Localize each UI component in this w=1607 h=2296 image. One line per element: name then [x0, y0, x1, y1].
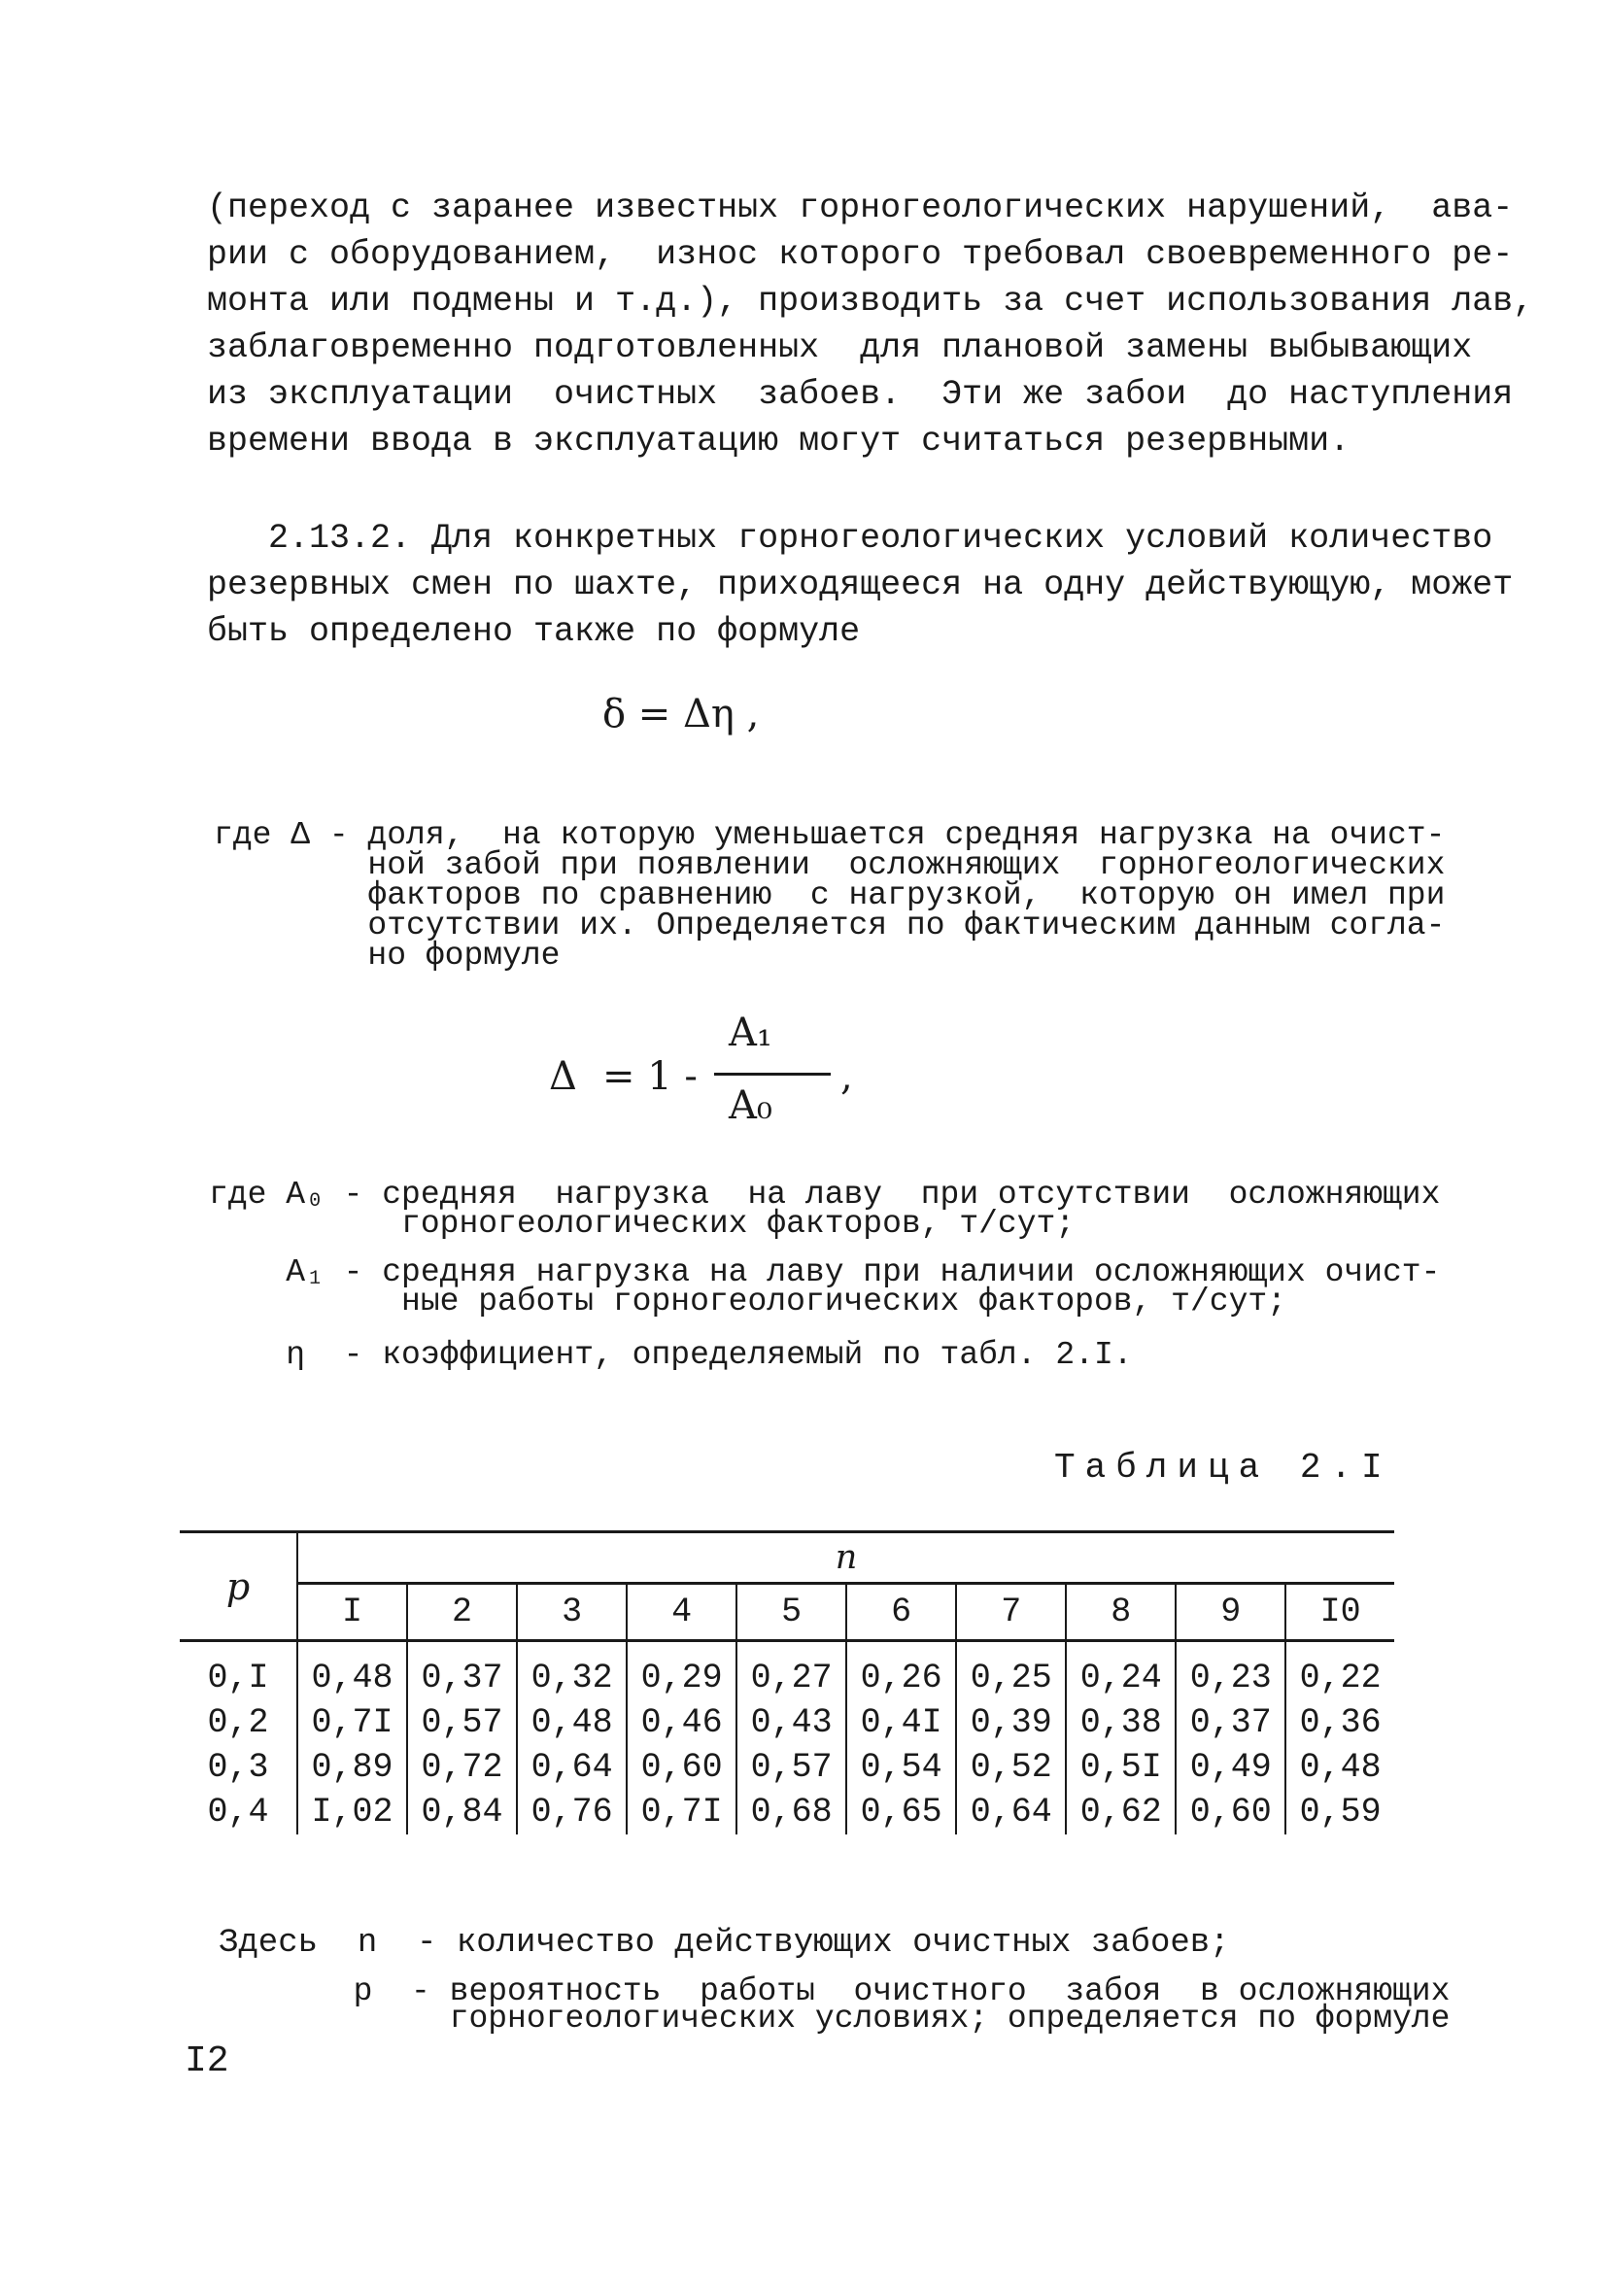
text-line: p - вероятность работы очистного забоя в осложняющих	[219, 1973, 1451, 2009]
text-line: ные работы горногеологических факторов, т/сут;	[209, 1284, 1286, 1319]
table-caption: Таблица 2.I	[1054, 1448, 1392, 1488]
column-header: 3	[517, 1584, 627, 1641]
fraction-bar	[714, 1073, 831, 1076]
text-line: (переход с заранее известных горногеологических нарушений, ава-	[207, 188, 1514, 227]
table-cell: 0,64	[956, 1790, 1066, 1834]
table-cell: 0,4I	[846, 1700, 956, 1745]
column-header: 7	[956, 1584, 1066, 1641]
table-cell: 0,60	[1176, 1790, 1285, 1834]
table-cell: 0,29	[627, 1641, 736, 1701]
page-number: I2	[185, 2040, 229, 2082]
text-line: заблаговременно подготовленных для плановой замены выбывающих	[207, 328, 1473, 367]
table-row	[180, 1745, 1394, 1790]
column-header: 8	[1066, 1584, 1176, 1641]
table-cell: 0,57	[407, 1700, 517, 1745]
table-cell: 0,36	[1285, 1700, 1394, 1745]
table-cell: I,02	[297, 1790, 407, 1834]
text-line: горногеологических условиях; определяется по формуле	[219, 2001, 1451, 2037]
text-line: где Δ - доля, на которую уменьшается средняя нагрузка на очист-	[214, 817, 1446, 853]
row-label: 0,I	[207, 1659, 269, 1697]
table-row	[180, 1790, 1394, 1834]
table-cell: 0,84	[407, 1790, 517, 1834]
text-line: A₁ - средняя нагрузка на лаву при наличии осложняющих очист-	[209, 1254, 1441, 1290]
column-header: 4	[627, 1584, 736, 1641]
text-line: из эксплуатации очистных забоев. Эти же забои до наступления	[207, 375, 1514, 414]
text-line: где A₀ - средняя нагрузка на лаву при отсутствии осложняющих	[209, 1177, 1441, 1213]
paragraph-1	[207, 185, 1534, 464]
text-line: η - коэффициент, определяемый по табл. 2.I.	[209, 1337, 1133, 1373]
table-cell: 0,39	[956, 1700, 1066, 1745]
text-line: времени ввода в эксплуатацию могут считаться резервными.	[207, 422, 1351, 461]
text-line: факторов по сравнению с нагрузкой, которую он имел при	[214, 877, 1446, 913]
table-cell: 0,48	[1285, 1745, 1394, 1790]
p-header: p	[180, 1532, 297, 1641]
table-cell: 0,57	[736, 1745, 846, 1790]
table-cell: 0,43	[736, 1700, 846, 1745]
column-header: 5	[736, 1584, 846, 1641]
table-cell: 0,46	[627, 1700, 736, 1745]
table-row	[180, 1641, 1394, 1701]
table-cell: 0,23	[1176, 1641, 1285, 1701]
table-cell: 0,54	[846, 1745, 956, 1790]
table-cell: 0,27	[736, 1641, 846, 1701]
table-cell: 0,38	[1066, 1700, 1176, 1745]
table-cell: 0,7I	[297, 1700, 407, 1745]
formula-lhs: Δ	[549, 1054, 577, 1099]
column-header: 6	[846, 1584, 956, 1641]
table-cell: 0,62	[1066, 1790, 1176, 1834]
row-label: 0,4	[207, 1793, 269, 1832]
paragraph-2	[207, 515, 1514, 655]
table-cell: 0,32	[517, 1641, 627, 1701]
table-cell: 0,65	[846, 1790, 956, 1834]
text-line: отсутствии их. Определяется по фактическим данным согла-	[214, 908, 1446, 943]
table-cell: 0,5I	[1066, 1745, 1176, 1790]
column-header: I0	[1285, 1584, 1394, 1641]
n-header: n	[297, 1532, 1394, 1584]
table-cell: 0,7I	[627, 1790, 736, 1834]
text-line: резервных смен по шахте, приходящееся на одну действующую, может	[207, 565, 1514, 604]
data-table	[180, 1530, 1394, 1834]
formula-denominator: A₀	[729, 1083, 772, 1128]
table-cell: 0,49	[1176, 1745, 1285, 1790]
table-cell: 0,72	[407, 1745, 517, 1790]
text-line: ной забой при появлении осложняющих горногеологических	[214, 847, 1446, 883]
table-cell: 0,68	[736, 1790, 846, 1834]
formula-delta	[549, 1011, 860, 1137]
column-header: 9	[1176, 1584, 1285, 1641]
text-line: быть определено также по формуле	[207, 612, 861, 651]
row-label: 0,2	[207, 1703, 269, 1742]
row-label: 0,3	[207, 1748, 269, 1787]
table-cell: 0,37	[407, 1641, 517, 1701]
text-line: Здесь n - количество действующих очистных забоев;	[219, 1925, 1230, 1962]
table-cell: 0,26	[846, 1641, 956, 1701]
table-cell: 0,52	[956, 1745, 1066, 1790]
table-cell: 0,64	[517, 1745, 627, 1790]
table-cell: 0,60	[627, 1745, 736, 1790]
table-cell: 0,22	[1285, 1641, 1394, 1701]
text-line: рии с оборудованием, износ которого требовал своевременного ре-	[207, 235, 1514, 274]
table-cell: 0,25	[956, 1641, 1066, 1701]
table-cell: 0,76	[517, 1790, 627, 1834]
text-line: 2.13.2. Для конкретных горногеологических условий количество	[207, 519, 1493, 558]
table-cell: 0,37	[1176, 1700, 1285, 1745]
table-cell: 0,89	[297, 1745, 407, 1790]
formula-numerator: A₁	[729, 1011, 772, 1055]
text-line: горногеологических факторов, т/сут;	[209, 1206, 1076, 1242]
table-cell: 0,48	[297, 1641, 407, 1701]
formula-eq: = 1 -	[602, 1054, 698, 1099]
table-row	[180, 1700, 1394, 1745]
formula-tail: ,	[840, 1054, 853, 1099]
table-cell: 0,24	[1066, 1641, 1176, 1701]
table-cell: 0,59	[1285, 1790, 1394, 1834]
text-line: но формуле	[214, 938, 561, 974]
column-header: I	[297, 1584, 407, 1641]
column-header: 2	[407, 1584, 517, 1641]
table-cell: 0,48	[517, 1700, 627, 1745]
text-line: монта или подмены и т.д.), производить за счет использования лав,	[207, 282, 1534, 321]
formula-delta-eta: δ = Δη ,	[602, 692, 760, 737]
